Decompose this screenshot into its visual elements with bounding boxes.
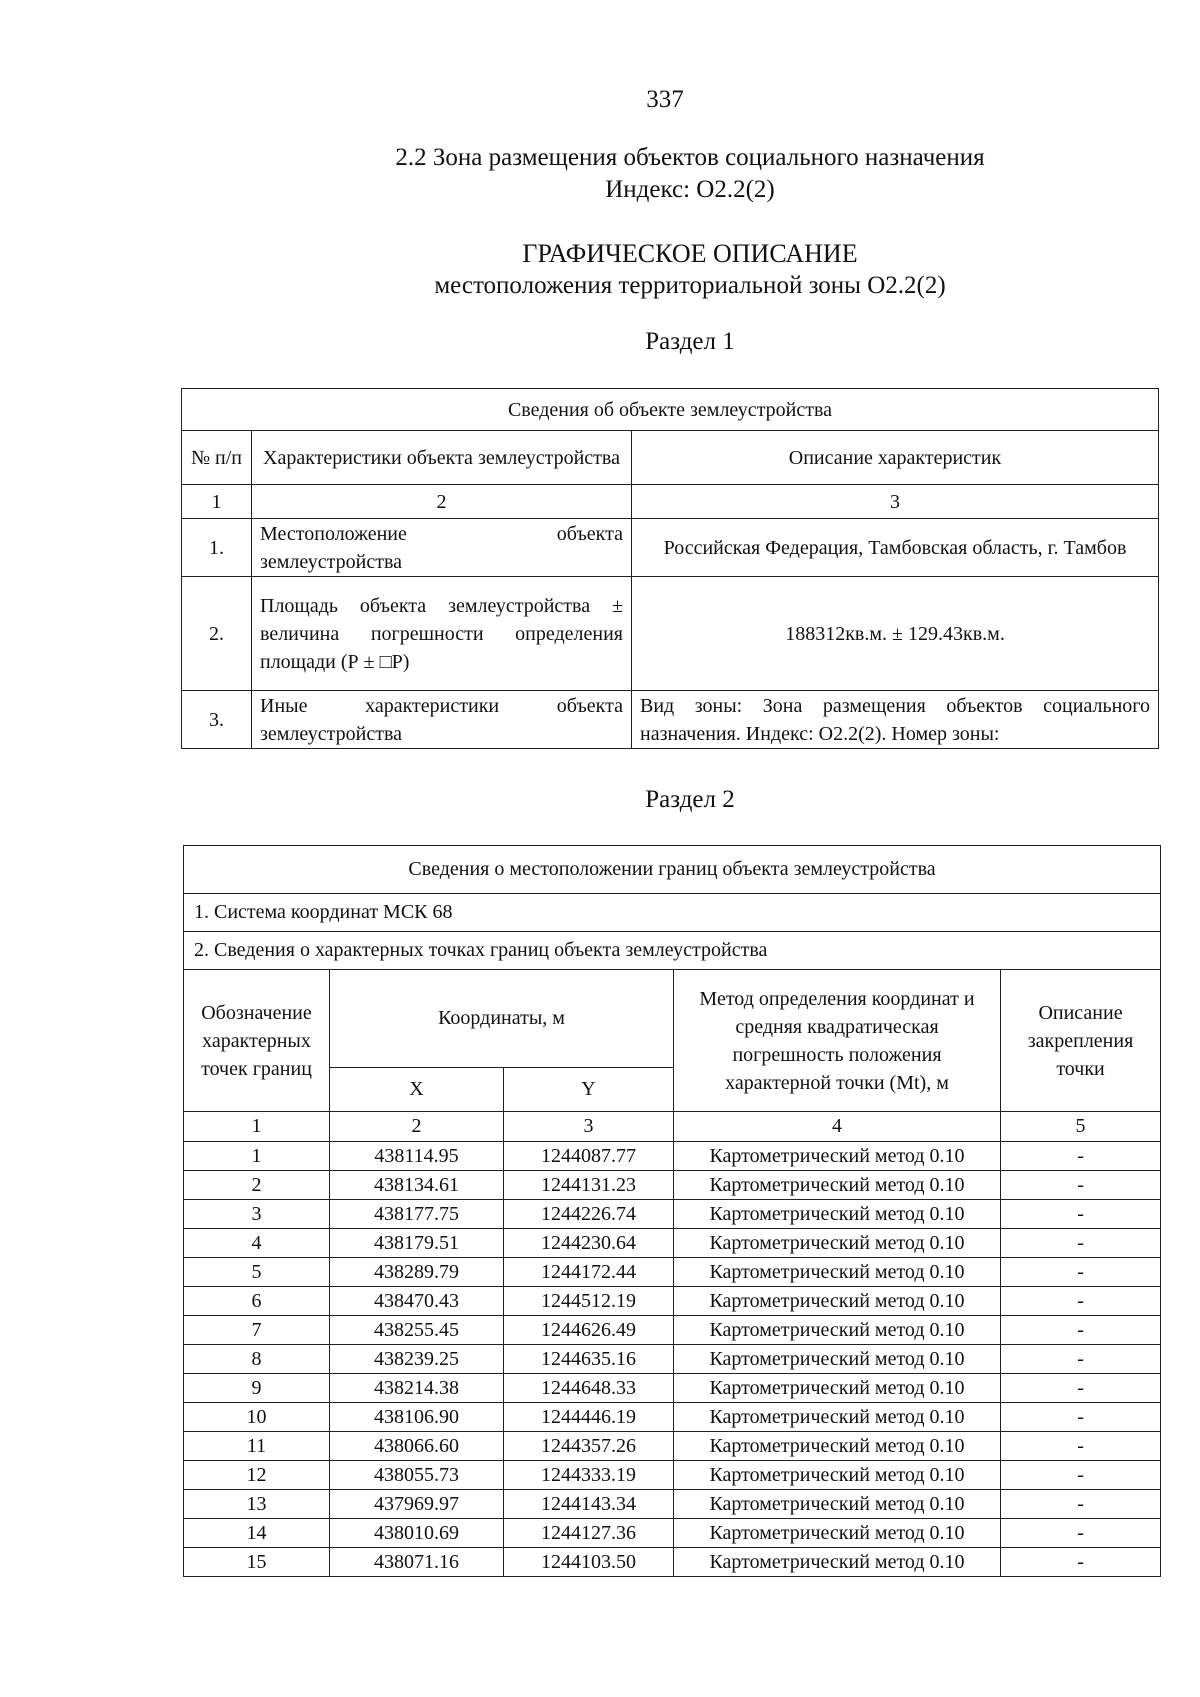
point-method: Картометрический метод 0.10 <box>674 1142 1001 1171</box>
point-y: 1244626.49 <box>504 1316 674 1345</box>
col-header-characteristic: Характеристики объекта землеустройства <box>252 431 632 485</box>
point-x: 438055.73 <box>330 1461 504 1490</box>
points-body <box>184 1142 1161 1577</box>
table-row <box>184 1316 1161 1345</box>
point-method: Картометрический метод 0.10 <box>674 1171 1001 1200</box>
table-row <box>182 577 1159 691</box>
point-method: Картометрический метод 0.10 <box>674 1229 1001 1258</box>
zone-heading <box>330 142 1050 206</box>
point-fixing: - <box>1001 1432 1161 1461</box>
row-number: 2. <box>182 577 252 691</box>
point-number: 8 <box>184 1345 330 1374</box>
point-y: 1244127.36 <box>504 1519 674 1548</box>
table-row <box>184 1287 1161 1316</box>
point-y: 1244648.33 <box>504 1374 674 1403</box>
table-row <box>184 1490 1161 1519</box>
col-header-designation: Обозначение характерных точек границ <box>184 970 330 1112</box>
point-x: 438214.38 <box>330 1374 504 1403</box>
point-method: Картометрический метод 0.10 <box>674 1403 1001 1432</box>
col-number: 4 <box>674 1112 1001 1142</box>
table-row <box>182 691 1159 749</box>
point-method: Картометрический метод 0.10 <box>674 1432 1001 1461</box>
col-number: 3 <box>504 1112 674 1142</box>
object-info-table-title: Сведения об объекте землеустройства <box>182 389 1159 431</box>
point-number: 14 <box>184 1519 330 1548</box>
row-number: 1. <box>182 519 252 577</box>
point-fixing: - <box>1001 1200 1161 1229</box>
characteristic-name: Иные характеристики объекта землеустройства <box>252 691 632 749</box>
boundary-points-table <box>183 845 1161 1577</box>
col-header-description: Описание характеристик <box>632 431 1159 485</box>
table-row <box>184 1142 1161 1171</box>
point-method: Картометрический метод 0.10 <box>674 1490 1001 1519</box>
point-number: 12 <box>184 1461 330 1490</box>
point-x: 438066.60 <box>330 1432 504 1461</box>
point-fixing: - <box>1001 1461 1161 1490</box>
point-y: 1244512.19 <box>504 1287 674 1316</box>
col-number: 1 <box>182 485 252 519</box>
section2-title: Раздел 2 <box>645 786 735 813</box>
point-number: 9 <box>184 1374 330 1403</box>
table-row <box>184 1548 1161 1577</box>
point-method: Картометрический метод 0.10 <box>674 1287 1001 1316</box>
col-header-coordinates: Координаты, м <box>330 970 674 1068</box>
point-y: 1244446.19 <box>504 1403 674 1432</box>
point-x: 438289.79 <box>330 1258 504 1287</box>
table-row <box>184 1461 1161 1490</box>
point-fixing: - <box>1001 1519 1161 1548</box>
point-y: 1244172.44 <box>504 1258 674 1287</box>
point-method: Картометрический метод 0.10 <box>674 1374 1001 1403</box>
point-x: 438106.90 <box>330 1403 504 1432</box>
point-y: 1244635.16 <box>504 1345 674 1374</box>
point-x: 438010.69 <box>330 1519 504 1548</box>
point-fixing: - <box>1001 1287 1161 1316</box>
point-fixing: - <box>1001 1171 1161 1200</box>
point-number: 13 <box>184 1490 330 1519</box>
page-number: 337 <box>646 86 684 113</box>
table-row <box>184 1200 1161 1229</box>
description-title: ГРАФИЧЕСКОЕ ОПИСАНИЕ <box>522 239 858 268</box>
zone-heading-line1: 2.2 Зона размещения объектов социального назначения <box>395 144 985 171</box>
point-x: 438179.51 <box>330 1229 504 1258</box>
point-y: 1244230.64 <box>504 1229 674 1258</box>
col-number: 1 <box>184 1112 330 1142</box>
point-method: Картометрический метод 0.10 <box>674 1548 1001 1577</box>
table-row <box>184 1171 1161 1200</box>
table-row <box>184 1345 1161 1374</box>
point-number: 10 <box>184 1403 330 1432</box>
point-y: 1244357.26 <box>504 1432 674 1461</box>
point-method: Картометрический метод 0.10 <box>674 1200 1001 1229</box>
row-number: 3. <box>182 691 252 749</box>
point-y: 1244226.74 <box>504 1200 674 1229</box>
table-row <box>184 1519 1161 1548</box>
col-number: 2 <box>252 485 632 519</box>
col-header-x: X <box>330 1068 504 1112</box>
point-method: Картометрический метод 0.10 <box>674 1461 1001 1490</box>
point-fixing: - <box>1001 1490 1161 1519</box>
point-number: 15 <box>184 1548 330 1577</box>
table-row <box>182 519 1159 577</box>
point-y: 1244131.23 <box>504 1171 674 1200</box>
point-fixing: - <box>1001 1142 1161 1171</box>
col-number: 5 <box>1001 1112 1161 1142</box>
point-method: Картометрический метод 0.10 <box>674 1345 1001 1374</box>
table-row <box>184 1258 1161 1287</box>
point-number: 11 <box>184 1432 330 1461</box>
point-number: 4 <box>184 1229 330 1258</box>
boundary-table-title: Сведения о местоположении границ объекта землеустройства <box>184 846 1161 894</box>
point-method: Картометрический метод 0.10 <box>674 1519 1001 1548</box>
col-header-y: Y <box>504 1068 674 1112</box>
object-info-table <box>181 388 1159 749</box>
col-header-fixing: Описание закрепления точки <box>1001 970 1161 1112</box>
point-number: 6 <box>184 1287 330 1316</box>
point-number: 5 <box>184 1258 330 1287</box>
table-row <box>184 1374 1161 1403</box>
characteristic-value: Российская Федерация, Тамбовская область, г. Тамбов <box>632 519 1159 577</box>
table-row <box>184 1229 1161 1258</box>
point-x: 438134.61 <box>330 1171 504 1200</box>
col-number: 3 <box>632 485 1159 519</box>
point-fixing: - <box>1001 1258 1161 1287</box>
zone-index: Индекс: О2.2(2) <box>605 176 775 203</box>
col-header-number: № п/п <box>182 431 252 485</box>
point-x: 438470.43 <box>330 1287 504 1316</box>
point-y: 1244103.50 <box>504 1548 674 1577</box>
point-number: 2 <box>184 1171 330 1200</box>
point-x: 437969.97 <box>330 1490 504 1519</box>
point-x: 438114.95 <box>330 1142 504 1171</box>
point-fixing: - <box>1001 1345 1161 1374</box>
characteristic-value: Вид зоны: Зона размещения объектов социального назначения. Индекс: О2.2(2). Номер зоны: <box>632 691 1159 749</box>
description-heading <box>330 238 1050 302</box>
point-fixing: - <box>1001 1374 1161 1403</box>
table-row <box>184 1432 1161 1461</box>
point-x: 438177.75 <box>330 1200 504 1229</box>
point-number: 1 <box>184 1142 330 1171</box>
point-x: 438071.16 <box>330 1548 504 1577</box>
characteristic-value: 188312кв.м. ± 129.43кв.м. <box>632 577 1159 691</box>
col-header-method: Метод определения координат и средняя квадратическая погрешность положения характерной точки (Mt), м <box>674 970 1001 1112</box>
characteristic-name: Местоположение объекта землеустройства <box>252 519 632 577</box>
coordinate-system: 1. Система координат МСК 68 <box>184 894 1161 932</box>
table-row <box>184 1403 1161 1432</box>
point-fixing: - <box>1001 1403 1161 1432</box>
point-fixing: - <box>1001 1548 1161 1577</box>
point-fixing: - <box>1001 1316 1161 1345</box>
point-number: 3 <box>184 1200 330 1229</box>
point-fixing: - <box>1001 1229 1161 1258</box>
point-method: Картометрический метод 0.10 <box>674 1258 1001 1287</box>
section1-title: Раздел 1 <box>645 328 735 355</box>
point-x: 438255.45 <box>330 1316 504 1345</box>
description-subtitle: местоположения территориальной зоны О2.2(2) <box>434 272 946 299</box>
col-number: 2 <box>330 1112 504 1142</box>
point-y: 1244143.34 <box>504 1490 674 1519</box>
point-y: 1244087.77 <box>504 1142 674 1171</box>
point-method: Картометрический метод 0.10 <box>674 1316 1001 1345</box>
points-section-title: 2. Сведения о характерных точках границ объекта землеустройства <box>184 932 1161 970</box>
point-y: 1244333.19 <box>504 1461 674 1490</box>
point-x: 438239.25 <box>330 1345 504 1374</box>
point-number: 7 <box>184 1316 330 1345</box>
characteristic-name: Площадь объекта землеустройства ± величина погрешности определения площади (Р ± □Р) <box>252 577 632 691</box>
